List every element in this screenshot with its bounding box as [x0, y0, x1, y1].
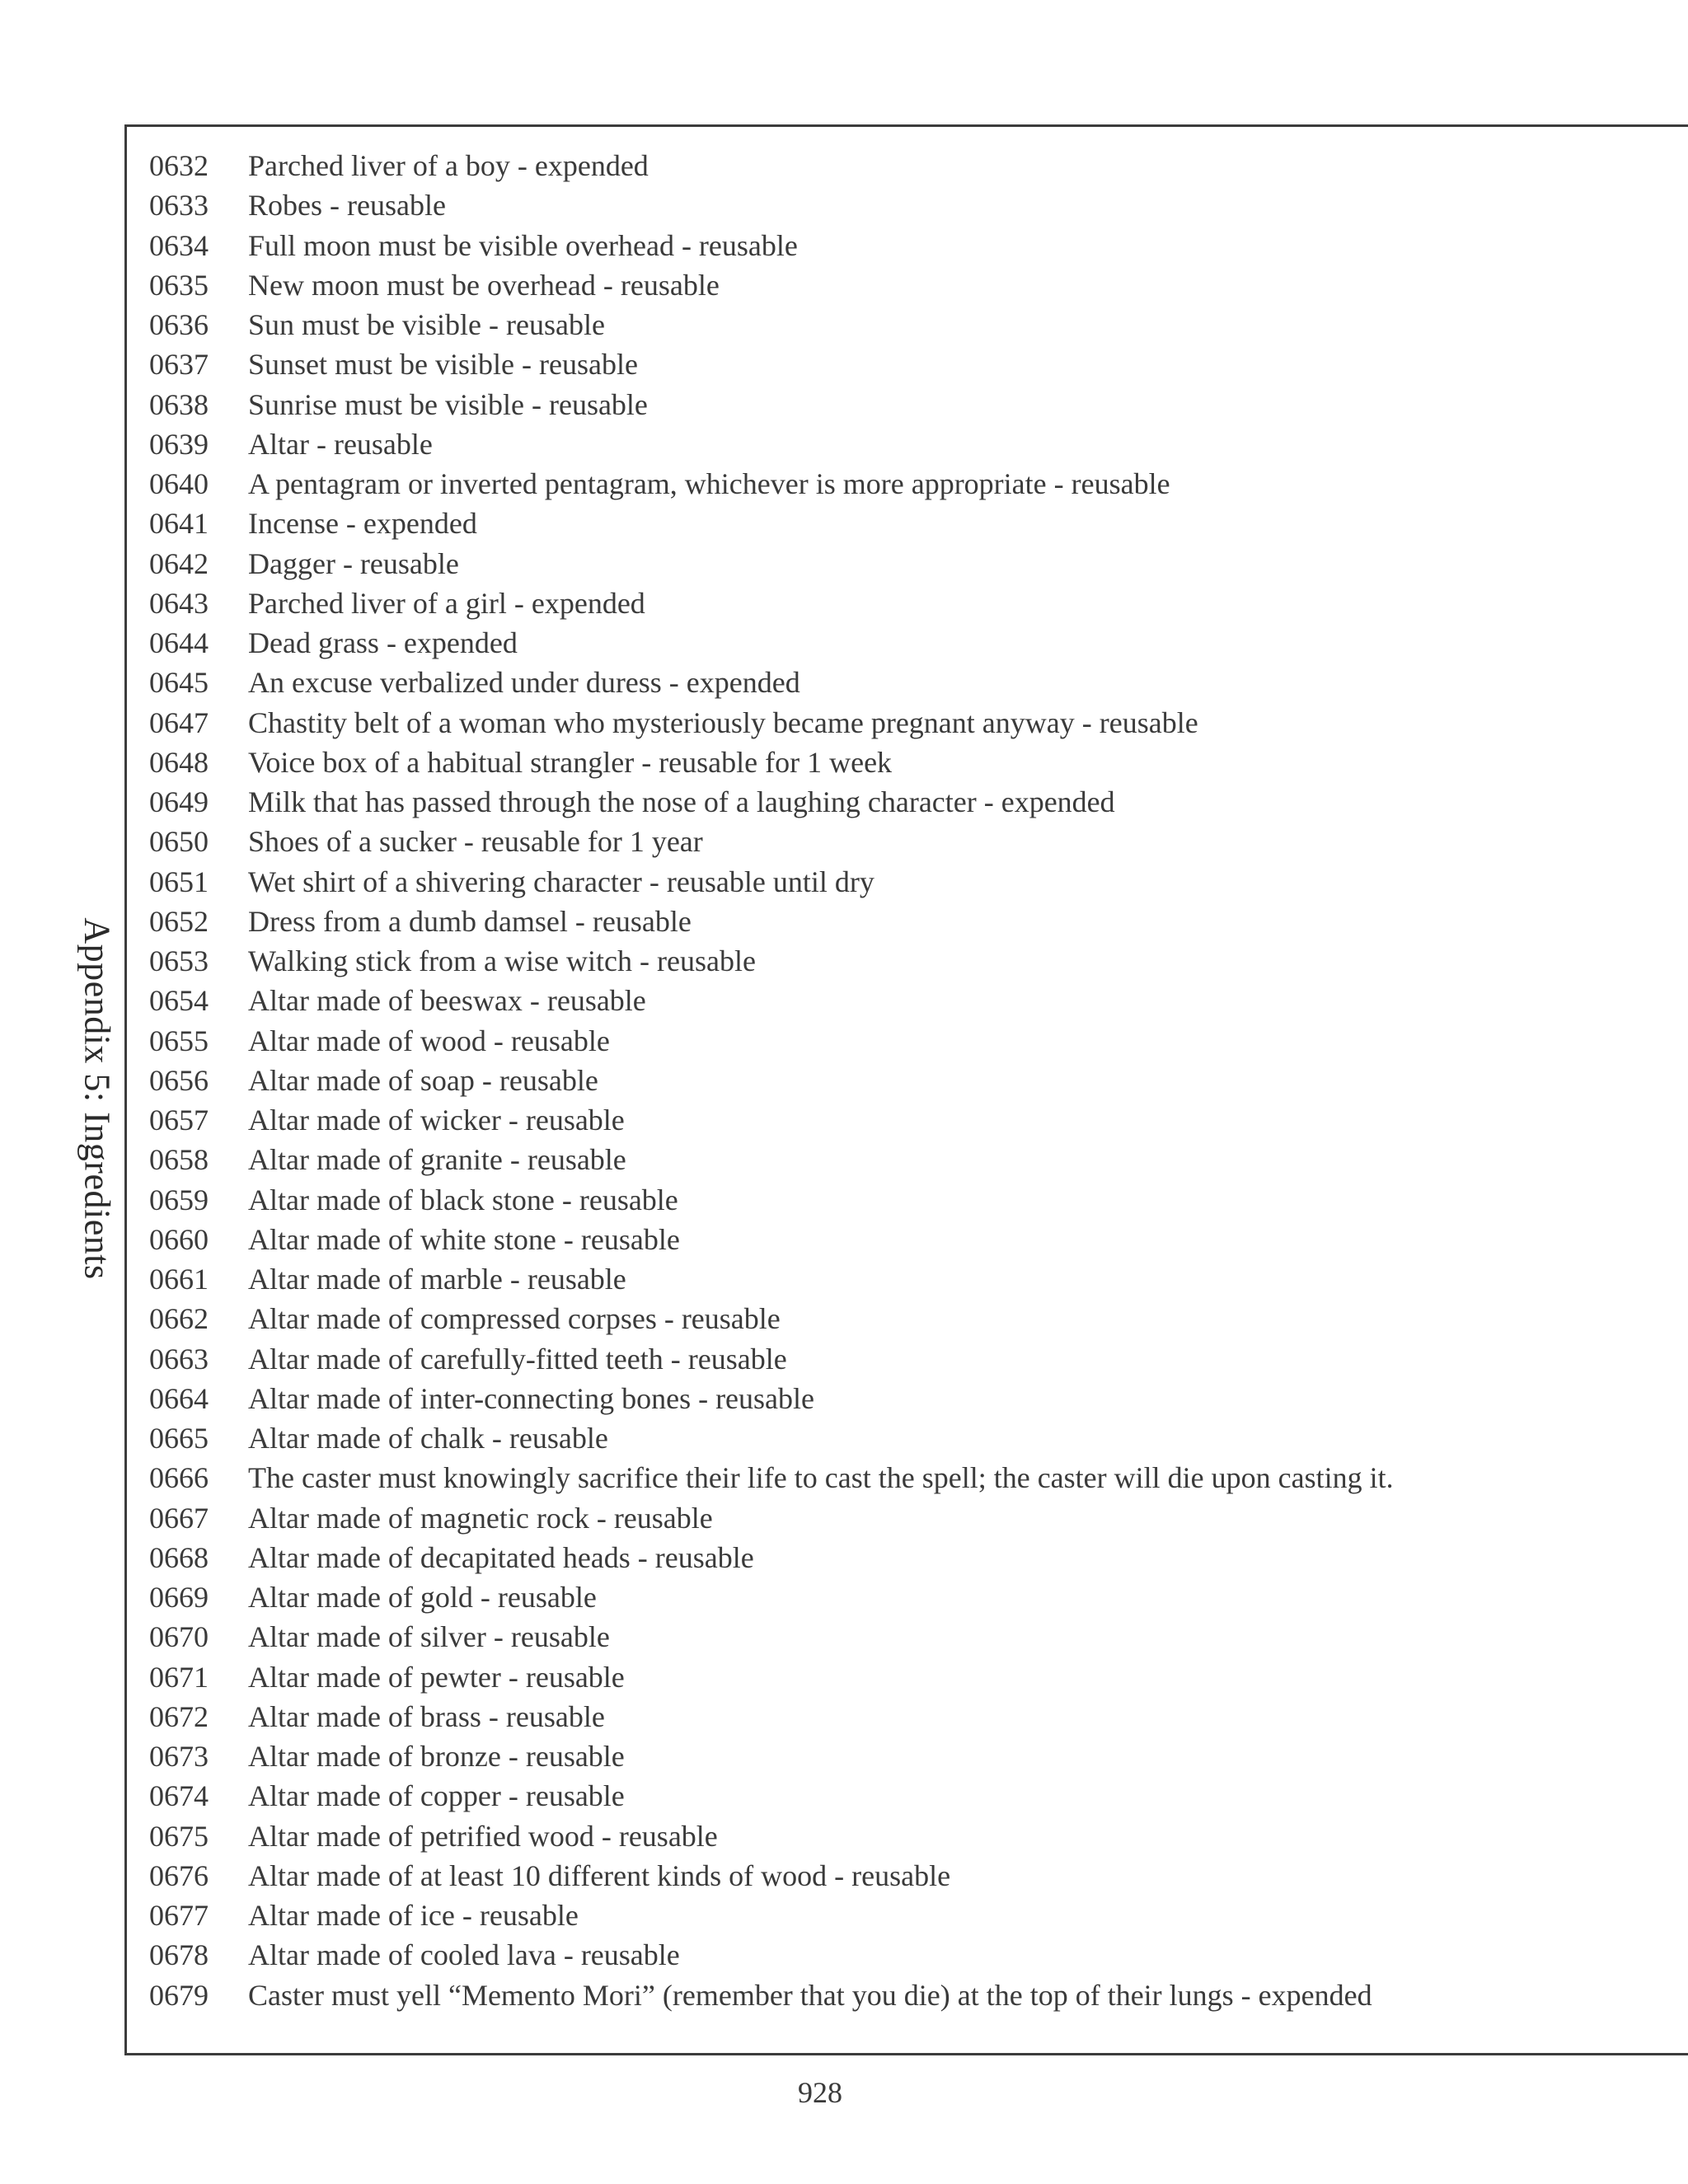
- list-item: [149, 544, 1394, 583]
- entry-text: Altar made of magnetic rock - reusable: [248, 1501, 713, 1535]
- entry-number: 0657: [149, 1104, 209, 1137]
- entry-text: Full moon must be visible overhead - reusable: [248, 228, 798, 262]
- list-item: [149, 1100, 1394, 1140]
- list-item: [149, 822, 1394, 861]
- list-item: [149, 385, 1394, 424]
- list-item: [149, 1975, 1394, 2015]
- entry-text: Altar made of silver - reusable: [248, 1620, 610, 1654]
- entry-text: Wet shirt of a shivering character - reusable until dry: [248, 865, 874, 898]
- entry-number: 0656: [149, 1063, 209, 1097]
- entry-text: Dagger - reusable: [248, 546, 459, 580]
- list-item: [149, 344, 1394, 384]
- list-item: [149, 305, 1394, 344]
- entry-number: 0661: [149, 1263, 209, 1296]
- entry-number: 0635: [149, 268, 209, 302]
- entry-text: Sunrise must be visible - reusable: [248, 387, 648, 421]
- entry-number: 0652: [149, 904, 209, 938]
- list-item: [149, 1339, 1394, 1379]
- entry-number: 0637: [149, 348, 209, 382]
- section-title: Appendix 5: Ingredients: [77, 917, 118, 1280]
- entry-text: Altar made of gold - reusable: [248, 1581, 597, 1614]
- list-item: [149, 1657, 1394, 1697]
- list-item: [149, 1816, 1394, 1856]
- entry-text: Altar made of carefully-fitted teeth - reusable: [248, 1342, 787, 1376]
- list-item: [149, 1021, 1394, 1061]
- entry-text: Voice box of a habitual strangler - reusable for 1 week: [248, 745, 893, 779]
- entry-number: 0668: [149, 1540, 209, 1574]
- entry-text: Shoes of a sucker - reusable for 1 year: [248, 825, 703, 859]
- entry-number: 0645: [149, 666, 209, 700]
- entry-number: 0638: [149, 387, 209, 421]
- entry-text: Robes - reusable: [248, 189, 446, 223]
- list-item: [149, 782, 1394, 822]
- entry-text: Altar made of granite - reusable: [248, 1143, 626, 1177]
- entry-text: Altar made of copper - reusable: [248, 1779, 625, 1813]
- list-item: [149, 743, 1394, 782]
- list-item: [149, 862, 1394, 902]
- list-item: [149, 185, 1394, 225]
- entry-number: 0632: [149, 149, 209, 182]
- entry-number: 0677: [149, 1899, 209, 1932]
- entry-number: 0672: [149, 1699, 209, 1733]
- entry-text: Incense - expended: [248, 507, 477, 541]
- entry-number: 0674: [149, 1779, 209, 1813]
- entry-text: Altar made of beeswax - reusable: [248, 984, 646, 1018]
- list-item: [149, 1498, 1394, 1538]
- entry-number: 0666: [149, 1461, 209, 1495]
- entry-text: Dress from a dumb damsel - reusable: [248, 904, 692, 938]
- entry-text: Altar made of white stone - reusable: [248, 1222, 680, 1256]
- list-item: [149, 1736, 1394, 1776]
- list-item: [149, 1220, 1394, 1259]
- list-item: [149, 1935, 1394, 1975]
- entry-number: 0650: [149, 825, 209, 859]
- entry-text: Altar made of inter-connecting bones - reusable: [248, 1381, 815, 1415]
- list-item: [149, 941, 1394, 981]
- entry-number: 0639: [149, 427, 209, 461]
- entry-number: 0642: [149, 546, 209, 580]
- entry-number: 0667: [149, 1501, 209, 1535]
- list-item: [149, 1458, 1394, 1497]
- list-item: [149, 1697, 1394, 1736]
- entry-text: Altar made of soap - reusable: [248, 1063, 598, 1097]
- entry-text: Parched liver of a boy - expended: [248, 149, 649, 182]
- list-item: [149, 1776, 1394, 1816]
- entry-text: Altar made of wood - reusable: [248, 1024, 610, 1057]
- entry-text: Altar made of decapitated heads - reusable: [248, 1540, 754, 1574]
- list-item: [149, 146, 1394, 185]
- entry-number: 0647: [149, 705, 209, 739]
- list-item: [149, 663, 1394, 702]
- list-item: [149, 1379, 1394, 1418]
- entry-number: 0648: [149, 745, 209, 779]
- entry-text: A pentagram or inverted pentagram, whichever is more appropriate - reusable: [248, 467, 1170, 500]
- list-item: [149, 1856, 1394, 1896]
- list-item: [149, 424, 1394, 464]
- entry-number: 0664: [149, 1381, 209, 1415]
- entry-number: 0636: [149, 308, 209, 341]
- entry-number: 0660: [149, 1222, 209, 1256]
- entry-text: Parched liver of a girl - expended: [248, 586, 645, 620]
- list-item: [149, 265, 1394, 305]
- entry-number: 0670: [149, 1620, 209, 1654]
- list-item: [149, 1140, 1394, 1179]
- entry-text: Altar made of chalk - reusable: [248, 1422, 608, 1455]
- entry-number: 0663: [149, 1342, 209, 1376]
- entry-text: Altar made of brass - reusable: [248, 1699, 605, 1733]
- entry-text: Altar made of marble - reusable: [248, 1263, 626, 1296]
- entry-number: 0662: [149, 1302, 209, 1336]
- list-item: [149, 226, 1394, 265]
- entry-number: 0653: [149, 944, 209, 977]
- entry-text: New moon must be overhead - reusable: [248, 268, 720, 302]
- entry-text: Altar made of bronze - reusable: [248, 1740, 625, 1773]
- entry-number: 0678: [149, 1938, 209, 1972]
- entry-number: 0679: [149, 1978, 209, 2012]
- entry-text: Milk that has passed through the nose of a laughing character - expended: [248, 785, 1115, 818]
- entry-number: 0644: [149, 626, 209, 659]
- entry-number: 0640: [149, 467, 209, 500]
- entry-number: 0641: [149, 507, 209, 541]
- entry-number: 0634: [149, 228, 209, 262]
- entry-number: 0673: [149, 1740, 209, 1773]
- entry-number: 0676: [149, 1858, 209, 1892]
- entry-text: Dead grass - expended: [248, 626, 518, 659]
- entry-number: 0633: [149, 189, 209, 223]
- entry-number: 0655: [149, 1024, 209, 1057]
- entry-number: 0659: [149, 1183, 209, 1216]
- entry-text: Altar made of wicker - reusable: [248, 1104, 625, 1137]
- list-item: [149, 1299, 1394, 1338]
- entry-text: The caster must knowingly sacrifice their life to cast the spell; the caster will die upon casting it.: [248, 1461, 1394, 1495]
- entry-number: 0671: [149, 1660, 209, 1694]
- list-item: [149, 1617, 1394, 1657]
- entry-number: 0675: [149, 1819, 209, 1853]
- entry-number: 0665: [149, 1422, 209, 1455]
- list-item: [149, 902, 1394, 941]
- entry-text: Altar made of at least 10 different kinds of wood - reusable: [248, 1858, 951, 1892]
- entry-number: 0651: [149, 865, 209, 898]
- list-item: [149, 1061, 1394, 1100]
- entry-text: An excuse verbalized under duress - expended: [248, 666, 800, 700]
- entry-text: Altar made of black stone - reusable: [248, 1183, 678, 1216]
- entry-text: Sunset must be visible - reusable: [248, 348, 638, 382]
- list-item: [149, 1418, 1394, 1458]
- list-item: [149, 1577, 1394, 1617]
- list-item: [149, 703, 1394, 743]
- entry-number: 0669: [149, 1581, 209, 1614]
- entry-text: Walking stick from a wise witch - reusable: [248, 944, 756, 977]
- list-item: [149, 1259, 1394, 1299]
- list-item: [149, 583, 1394, 623]
- entry-text: Chastity belt of a woman who mysteriously became pregnant anyway - reusable: [248, 705, 1198, 739]
- entry-text: Caster must yell “Memento Mori” (remember that you die) at the top of their lungs - expended: [248, 1978, 1372, 2012]
- entry-text: Altar made of petrified wood - reusable: [248, 1819, 718, 1853]
- entry-text: Altar made of cooled lava - reusable: [248, 1938, 680, 1972]
- list-item: [149, 623, 1394, 663]
- page-number: 928: [798, 2076, 842, 2109]
- entry-number: 0654: [149, 984, 209, 1018]
- entry-text: Altar made of compressed corpses - reusable: [248, 1302, 781, 1336]
- list-item: [149, 1180, 1394, 1220]
- entry-text: Sun must be visible - reusable: [248, 308, 605, 341]
- list-item: [149, 464, 1394, 504]
- list-item: [149, 504, 1394, 543]
- entry-text: Altar - reusable: [248, 427, 433, 461]
- entry-text: Altar made of pewter - reusable: [248, 1660, 625, 1694]
- entry-number: 0649: [149, 785, 209, 818]
- entry-number: 0658: [149, 1143, 209, 1177]
- entry-text: Altar made of ice - reusable: [248, 1899, 579, 1932]
- list-item: [149, 981, 1394, 1020]
- ingredient-list: [149, 146, 1394, 2015]
- list-item: [149, 1896, 1394, 1935]
- list-item: [149, 1538, 1394, 1577]
- entry-number: 0643: [149, 586, 209, 620]
